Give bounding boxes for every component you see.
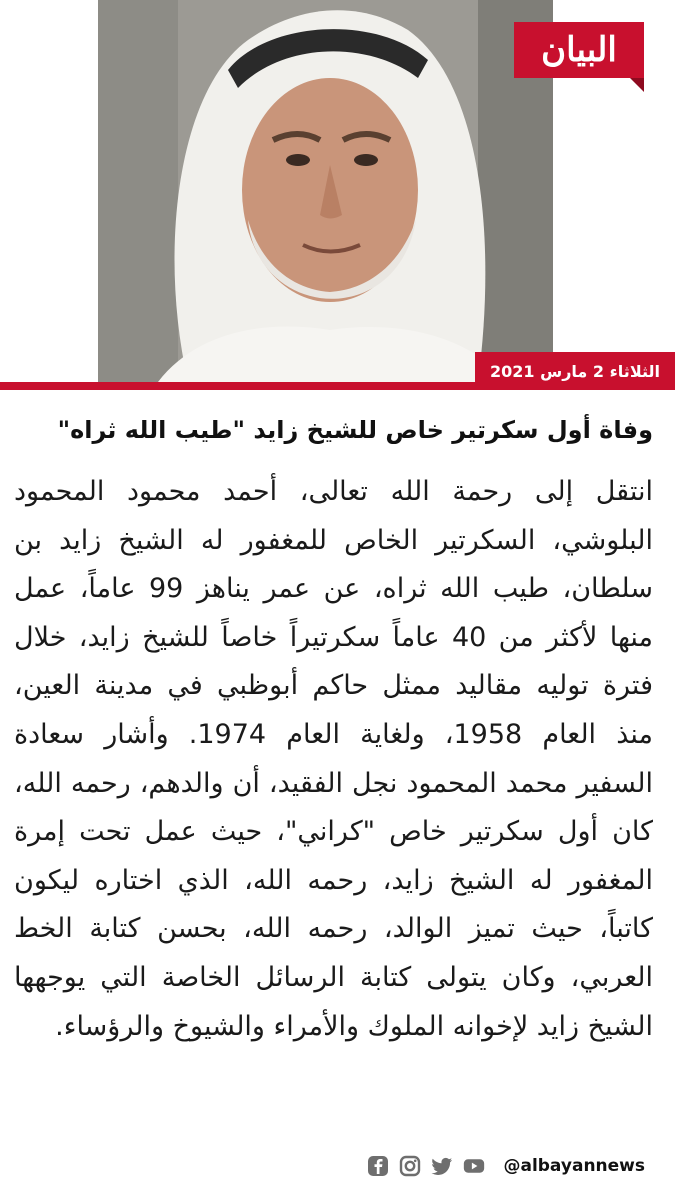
date-badge [475,352,675,390]
youtube-icon[interactable] [463,1155,485,1177]
portrait-photo [98,0,553,382]
article-headline: وفاة أول سكرتير خاص للشيخ زايد "طيب الله ثراه" [57,416,653,444]
instagram-icon[interactable] [399,1155,421,1177]
date-text: الثلاثاء 2 مارس 2021 [490,361,660,381]
brand-logo [514,22,644,78]
social-footer [367,1151,645,1181]
facebook-icon[interactable] [367,1155,389,1177]
social-handle[interactable]: @albayannews [503,1156,645,1176]
portrait-illustration [98,0,553,382]
twitter-icon[interactable] [431,1155,453,1177]
article-body: انتقل إلى رحمة الله تعالى، أحمد محمود المحمود البلوشي، السكرتير الخاص للمغفور له الشيخ زايد بن سلطان، طيب الله ثراه، عن عمر يناهز 99 عاماً، عمل منها لأكثر من 40 عاماً سكرتيراً خاصاً للشيخ زايد، خلال فترة توليه مقاليد ممثل حاكم أبوظبي في مدينة العين، منذ العام 1958، ولغاية العام 1974. وأشار سعادة السفير محمد المحمود نجل الفقيد، أن والدهم، رحمه الله، كان أول سكرتير خاص "كراني"، حيث عمل تحت إمرة المغفور له الشيخ زايد، رحمه الله، الذي اختاره ليكون كاتباً، حيث تميز الوالد، رحمه الله، بحسن كتابة الخط العربي، وكان يتولى كتابة الرسائل الخاصة التي يوجهها الشيخ زايد لإخوانه الملوك والأمراء والشيوخ والرؤساء. [14,476,653,1042]
brand-logo-text: البيان [541,30,617,70]
